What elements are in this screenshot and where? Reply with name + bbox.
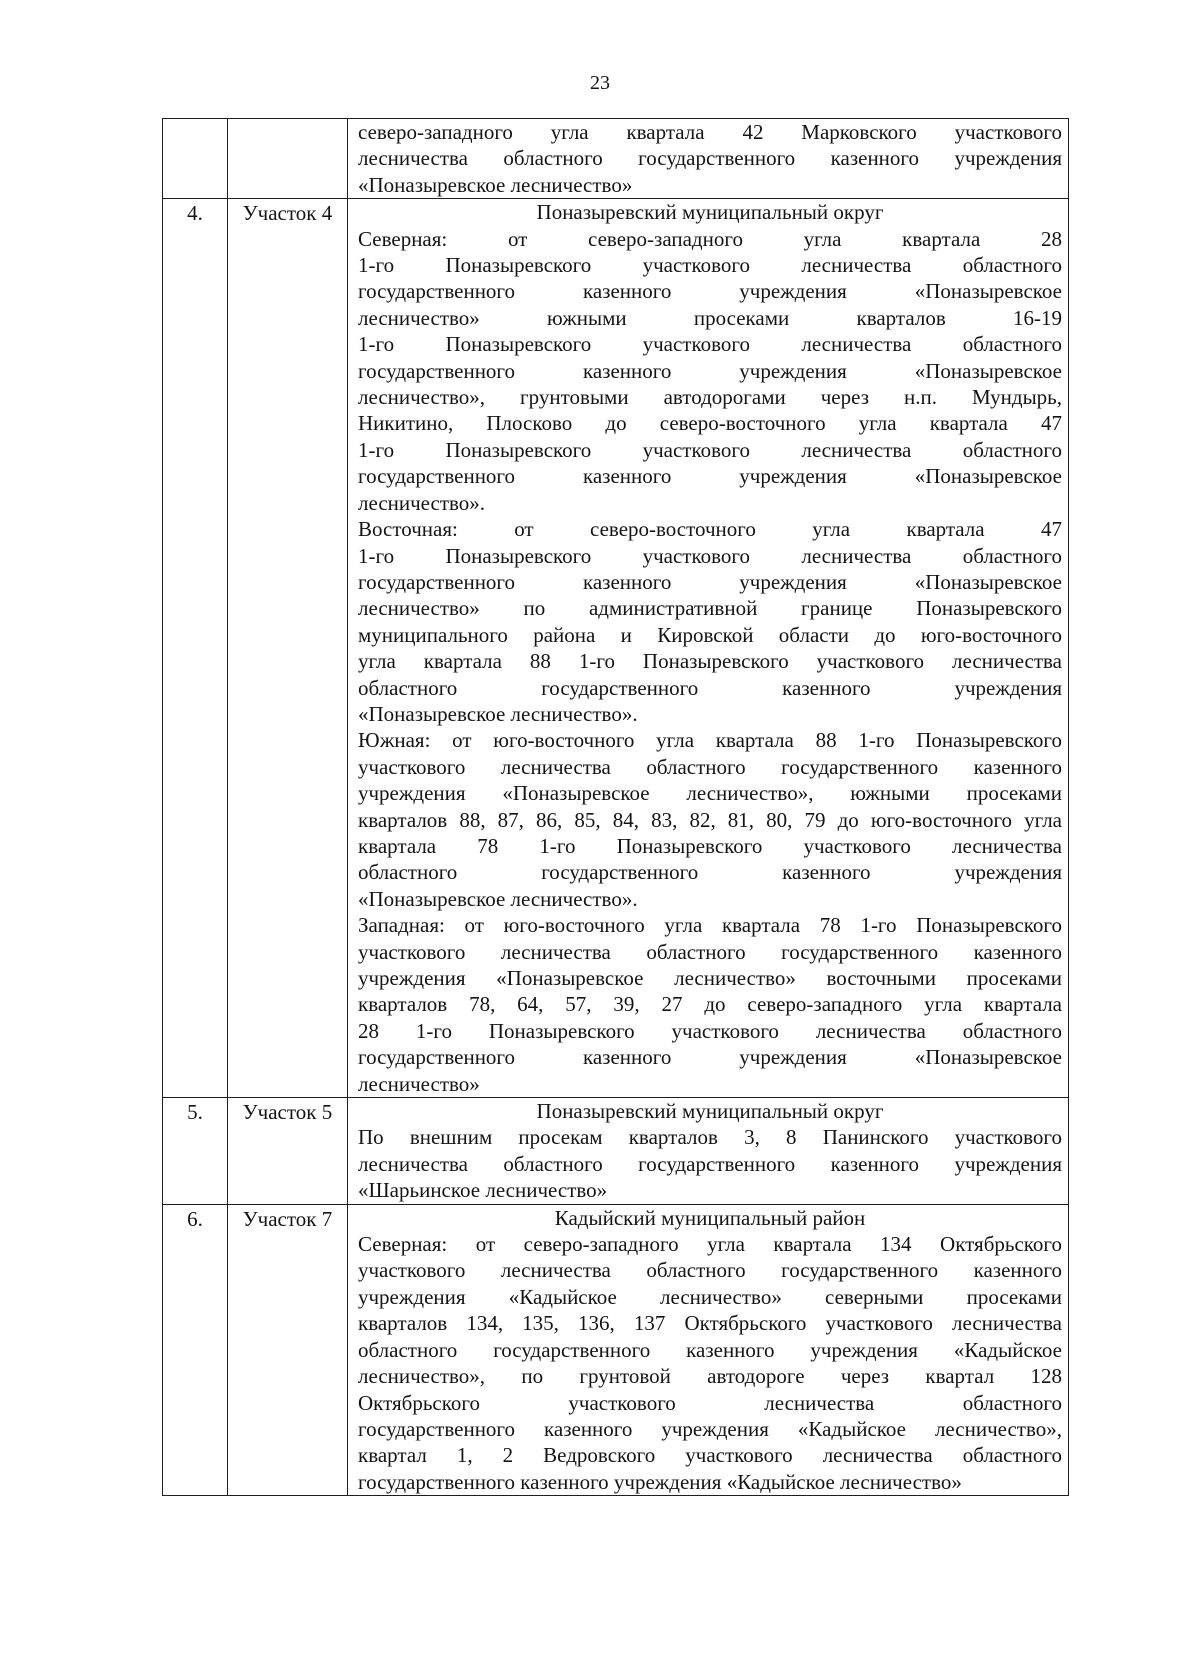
table-row <box>163 1204 1069 1495</box>
text-line: Восточная: от северо-восточного угла квартала 47 <box>358 517 1062 542</box>
text-line: кварталов 78, 64, 57, 39, 27 до северо-западного угла квартала <box>358 992 1062 1017</box>
text-line: Южная: от юго-восточного угла квартала 88 1-го Поназыревского <box>358 728 1062 753</box>
row-number: 5. <box>163 1098 228 1205</box>
text-line: лесничество». <box>358 490 486 515</box>
text-line: лесничество» по административной границе Поназыревского <box>358 596 1062 621</box>
text-line: «Шарьинское лесничество» <box>358 1178 608 1203</box>
text-line: северо-западного угла квартала 42 Марковского участкового <box>358 120 1062 144</box>
table-row <box>163 1098 1069 1205</box>
text-line: государственного казенного учреждения «Поназыревское <box>358 279 1062 304</box>
plot-name: Участок 5 <box>228 1098 348 1205</box>
boundary-paragraph <box>358 727 1062 912</box>
text-line: квартала 78 1-го Поназыревского участкового лесничества <box>358 833 1062 858</box>
text-line: учреждения «Поназыревское лесничество» восточными просеками <box>358 966 1062 990</box>
text-line: лесничество», грунтовыми автодорогами через н.п. Мундырь, <box>358 385 1062 410</box>
text-line: учреждения «Поназыревское лесничество», южными просеками <box>358 781 1062 806</box>
text-line: 1-го Поназыревского участкового лесничества областного <box>358 332 1062 357</box>
boundaries-table <box>162 118 1069 1496</box>
plot-name: Участок 7 <box>228 1204 348 1495</box>
text-line: «Поназыревское лесничество». <box>358 701 638 726</box>
text-line: кварталов 134, 135, 136, 137 Октябрьского участкового лесничества <box>358 1311 1062 1336</box>
text-line: угла квартала 88 1-го Поназыревского участкового лесничества <box>358 649 1062 674</box>
text-line: участкового лесничества областного государственного казенного <box>358 939 1062 964</box>
row-number <box>163 119 228 199</box>
plot-name: Участок 4 <box>228 199 348 1098</box>
boundary-paragraph <box>358 119 1062 198</box>
text-line: государственного казенного учреждения «Кадыйское лесничество» <box>358 1469 962 1494</box>
text-line: участкового лесничества областного государственного казенного <box>358 754 1062 779</box>
table-body <box>163 119 1069 1496</box>
boundary-description <box>348 199 1069 1098</box>
text-line: государственного казенного учреждения «Поназыревское <box>358 464 1062 489</box>
text-line: государственного казенного учреждения «Поназыревское <box>358 1045 1062 1070</box>
table-row <box>163 119 1069 199</box>
row-number: 6. <box>163 1204 228 1495</box>
text-line: квартал 1, 2 Ведровского участкового лесничества областного <box>358 1443 1062 1468</box>
text-line: 1-го Поназыревского участкового лесничества областного <box>358 543 1062 568</box>
text-line: 1-го Поназыревского участкового лесничества областного <box>358 437 1062 462</box>
text-line: лесничества областного государственного казенного учреждения <box>358 1151 1062 1176</box>
text-line: лесничество» <box>358 1071 480 1096</box>
text-line: Никитино, Плосково до северо-восточного угла квартала 47 <box>358 411 1062 436</box>
boundary-paragraph <box>358 226 1062 516</box>
row-number: 4. <box>163 199 228 1098</box>
boundary-paragraph <box>358 1231 1062 1495</box>
text-line: участкового лесничества областного государственного казенного <box>358 1258 1062 1283</box>
table-row <box>163 199 1069 1098</box>
text-line: государственного казенного учреждения «Поназыревское <box>358 358 1062 383</box>
text-line: «Поназыревское лесничество» <box>358 172 633 197</box>
boundary-description <box>348 1204 1069 1495</box>
page-number: 23 <box>590 72 610 94</box>
text-line: областного государственного казенного учреждения <box>358 860 1062 885</box>
text-line: «Поназыревское лесничество». <box>358 886 638 911</box>
text-line: 1-го Поназыревского участкового лесничества областного <box>358 253 1062 278</box>
text-line: областного государственного казенного учреждения <box>358 675 1062 700</box>
boundary-paragraph <box>358 1124 1062 1203</box>
text-line: кварталов 88, 87, 86, 85, 84, 83, 82, 81, 80, 79 до юго-восточного угла <box>358 807 1062 832</box>
region-heading: Кадыйский муниципальный район <box>554 1205 866 1230</box>
text-line: областного государственного казенного учреждения «Кадыйское <box>358 1337 1062 1362</box>
region-heading: Поназыревский муниципальный округ <box>536 1099 884 1124</box>
text-line: Северная: от северо-западного угла квартала 28 <box>358 226 1062 251</box>
text-line: лесничество», по грунтовой автодороге через квартал 128 <box>358 1364 1062 1389</box>
text-line: муниципального района и Кировской области до юго-восточного <box>358 622 1062 647</box>
text-line: Октябрьского участкового лесничества областного <box>358 1390 1062 1415</box>
text-line: государственного казенного учреждения «Поназыревское <box>358 569 1062 594</box>
text-line: По внешним просекам кварталов 3, 8 Панинского участкового <box>358 1125 1062 1150</box>
boundary-paragraph <box>358 912 1062 1097</box>
text-line: учреждения «Кадыйское лесничество» северными просеками <box>358 1284 1062 1309</box>
text-line: лесничества областного государственного казенного учреждения <box>358 146 1062 171</box>
boundary-description <box>348 119 1069 199</box>
text-line: Северная: от северо-западного угла квартала 134 Октябрьского <box>358 1232 1062 1257</box>
boundary-description <box>348 1098 1069 1205</box>
text-line: государственного казенного учреждения «Кадыйское лесничество», <box>358 1416 1062 1441</box>
boundary-paragraph <box>358 516 1062 727</box>
region-heading: Поназыревский муниципальный округ <box>536 200 884 225</box>
text-line: лесничество» южными просеками кварталов 16-19 <box>358 305 1062 330</box>
text-line: 28 1-го Поназыревского участкового лесничества областного <box>358 1018 1062 1043</box>
plot-name <box>228 119 348 199</box>
text-line: Западная: от юго-восточного угла квартала 78 1-го Поназыревского <box>358 913 1062 938</box>
